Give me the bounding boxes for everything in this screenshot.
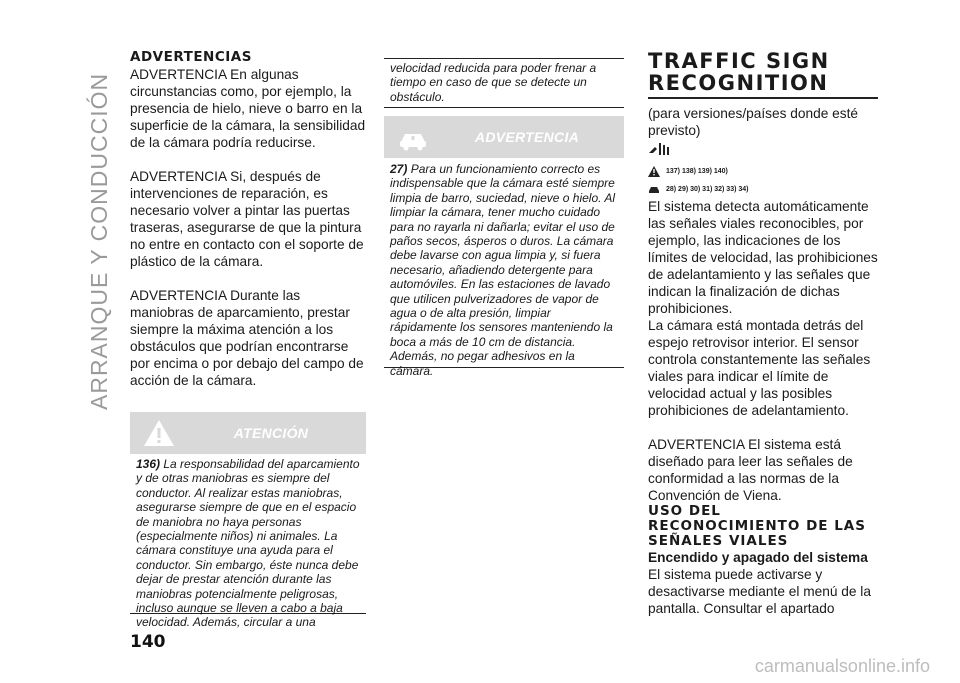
attention-body bbox=[130, 454, 366, 630]
column-3 bbox=[648, 50, 878, 617]
subheading: Encendido y apagado del sistema bbox=[648, 550, 868, 565]
warning-title: ADVERTENCIA bbox=[474, 129, 580, 145]
page-number: 140 bbox=[130, 632, 166, 652]
paragraph: ADVERTENCIA El sistema está diseñado para leer las señales de conformidad a las normas de la Convención de Viena. bbox=[648, 437, 853, 503]
attention-title: ATENCIÓN bbox=[233, 425, 309, 441]
car-warning-icon bbox=[648, 184, 660, 195]
paragraph: ADVERTENCIA Durante las maniobras de aparcamiento, prestar siempre la máxima atención a los obstáculos que podrían encontrarse por encima o por debajo del campo de acción de la cámara. bbox=[130, 288, 364, 388]
attention-text: La responsabilidad del aparcamiento y de otras maniobras es siempre del conductor. Al realizar estas maniobras, asegurarse siempre de que en el espacio de maniobra no haya personas (especialmente niños) ni animales. La cámara constituye una ayuda para el conductor. Sin embargo, éste nunca debe dejar de prestar atención durante las maniobras potencialmente peligrosas, incluso aunque se lleven a cabo a baja velocidad. Además, circular a una bbox=[136, 457, 360, 630]
section-heading: RECOGNITION bbox=[648, 71, 829, 95]
section-heading-advertencias: ADVERTENCIAS bbox=[130, 49, 252, 65]
continued-note-box bbox=[384, 58, 624, 108]
warning-text: Para un funcionamiento correcto es indispensable que la cámara esté siempre limpia de barro, suciedad, nieve o hielo. Al limpiar la cámara, tener mucho cuidado para no rayarla ni dañarla; evitar el uso de paños secos, ásperos o duros. La cámara debe lavarse con agua limpia y, si fuera necesario, añadiendo detergente para automóviles. En las estaciones de lavado que utilicen pulverizadores de vapor de agua o de alta presión, limpiar rápidamente los sensores manteniendo la boca a más de 10 cm de distancia. Además, no pegar adhesivos en la cámara. bbox=[390, 162, 616, 378]
attention-box-header bbox=[130, 412, 366, 454]
paragraph: ADVERTENCIA Si, después de intervenciones de reparación, es necesario volver a pintar las puertas traseras, asegurarse de que la pintura no entre en contacto con el soporte de plástico de la cámara. bbox=[130, 169, 364, 269]
section-heading: TRAFFIC SIGN bbox=[648, 49, 830, 73]
attention-refs: 137) 138) 139) 140) bbox=[666, 167, 728, 175]
watermark: carmanualsonline.info bbox=[754, 656, 930, 676]
paragraph: El sistema detecta automáticamente las señales viales reconocibles, por ejemplo, las indicaciones de los límites de velocidad, las prohibiciones de adelantamiento y las señales que indican la finalización de dichas prohibiciones. bbox=[648, 199, 878, 316]
chapter-side-title: ARRANQUE Y CONDUCCIÓN bbox=[86, 72, 112, 410]
paragraph: El sistema puede activarse y desactivarse mediante el menú de la pantalla. Consultar el apartado bbox=[648, 567, 871, 616]
warning-box bbox=[384, 116, 624, 378]
note-number: 136) bbox=[136, 457, 161, 471]
paragraph: ADVERTENCIA En algunas circunstancias como, por ejemplo, la presencia de hielo, nieve o barro en la superficie de la cámara, la sensibilidad de la cámara podría reducirse. bbox=[130, 67, 366, 150]
warning-box-header bbox=[384, 116, 624, 158]
warning-triangle-icon bbox=[142, 418, 176, 448]
camera-sensor-icon bbox=[648, 141, 670, 157]
warning-triangle-icon bbox=[648, 166, 660, 177]
warning-references bbox=[648, 180, 878, 198]
warning-body bbox=[384, 158, 624, 378]
car-warning-icon bbox=[396, 122, 430, 152]
heading-rule bbox=[648, 97, 878, 99]
warning-refs: 28) 29) 30) 31) 32) 33) 34) bbox=[666, 185, 749, 193]
note-number: 27) bbox=[390, 162, 408, 176]
paragraph: La cámara está montada detrás del espejo retrovisor interior. El sensor controla constantemente las señales viales para indicar el límite de velocidad actual y las posibles prohibiciones de adelantamiento. bbox=[648, 318, 871, 418]
attention-references bbox=[648, 162, 878, 180]
column-1 bbox=[130, 50, 366, 389]
continued-text: velocidad reducida para poder frenar a tiempo en caso de que se detecte un obstáculo. bbox=[390, 61, 597, 104]
attention-box bbox=[130, 412, 366, 630]
version-note: (para versiones/países donde esté previsto) bbox=[648, 106, 859, 138]
section-heading-uso: USO DEL RECONOCIMIENTO DE LAS SEÑALES VIALES bbox=[648, 503, 866, 549]
